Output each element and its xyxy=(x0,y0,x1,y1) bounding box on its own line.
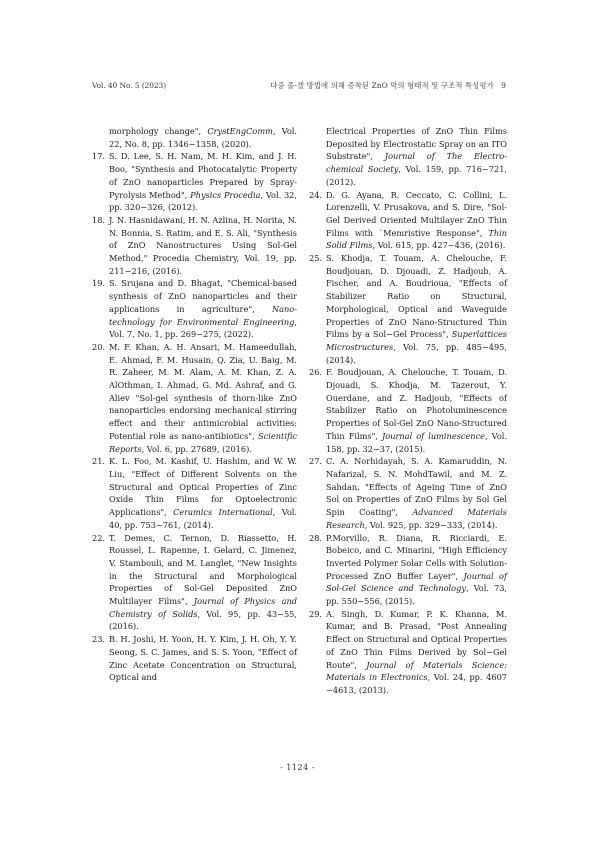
reference-item xyxy=(92,341,297,455)
reference-item xyxy=(309,125,507,189)
reference-text: F. Boudjouan, A. Chelouche, T. Touam, D. Djouadi, S. Khodja, M. Tazerout, Y. Ouerdane, and Z. Hadjoub, "Effects of Stabilizer Ratio on Photoluminescence Properties of Sol-Gel ZnO Nano-Structured Thin Films", xyxy=(326,367,507,441)
reference-text: C. A. Norhidayah, S. A. Kamaruddin, N. Nafarizal, S. N. MohdTawil, and M. Z. Sahdan, "Effects of Ageing Time of ZnO Sol on Properties of ZnO Films by Sol Gel Spin Coating", xyxy=(326,456,507,518)
reference-item xyxy=(309,252,507,366)
reference-item xyxy=(92,455,297,531)
reference-text: S. D. Lee, S. H. Nam, M. H. Kim, and J. H. Boo, "Synthesis and Photocatalytic Property of ZnO nanoparticles Prepared by Spray-Pyrolysis Method", xyxy=(109,151,297,200)
reference-details: , Vol. 95, pp. 43−55, (2016). xyxy=(109,608,297,632)
reference-item xyxy=(309,366,507,455)
reference-text: P.Morvillo, R. Diana, R. Ricciardi, E. Bobeico, and C. Minarini, "High Efficiency Inverted Polymer Solar Cells with Solution-Processed ZnO Buffer Layer", xyxy=(326,532,507,581)
reference-number: 27. xyxy=(309,456,323,467)
reference-venue: Advanced Materials Research xyxy=(326,507,507,530)
reference-item xyxy=(92,277,297,341)
reference-details: , Vol. 159, pp. 716−721, (2012). xyxy=(326,164,508,187)
reference-venue: Journal of Materials Science: Materials in Electronics xyxy=(326,659,507,683)
running-title-and-page xyxy=(270,81,506,91)
reference-number: 22. xyxy=(92,532,106,543)
reference-text: B. H. Joshi, H. Yoon, H. Y. Kim, J. H. Oh, Y. Y. Seong, S. C. James, and S. S. Yoon, "Effect of Zinc Acetate Concentration on Structural, Optical and xyxy=(109,634,297,683)
reference-details: , Vol. 75, pp. 485−495, (2014). xyxy=(326,341,507,365)
reference-number: 23. xyxy=(92,634,106,645)
reference-number: 26. xyxy=(309,367,323,378)
journal-volume: Vol. 40 No. 5 (2023) xyxy=(92,81,167,90)
reference-venue: Superlattices Microstructures xyxy=(326,329,507,352)
reference-details: , Vol. 615, pp. 427−436, (2016). xyxy=(372,240,506,251)
reference-venue: Physics Procedia xyxy=(190,189,261,200)
reference-details: , Vol. 6, pp. 27689, (2016). xyxy=(141,443,252,454)
reference-venue: Ceramics International xyxy=(173,507,273,518)
reference-venue: Journal of The Electro-chemical Society xyxy=(326,151,507,175)
reference-venue: Thin Solid Films xyxy=(326,227,507,251)
reference-item xyxy=(92,532,297,634)
reference-venue: Nano-technology for Environmental Engineering xyxy=(109,303,297,327)
reference-details: , Vol. 40, pp. 753−761, (2014). xyxy=(109,507,298,530)
reference-number: 17. xyxy=(92,151,106,162)
reference-venue: Journal of Physics and Chemistry of Solids xyxy=(109,596,297,619)
reference-number: 29. xyxy=(309,608,323,619)
reference-venue: CrystEngComm xyxy=(207,126,273,136)
reference-number: 24. xyxy=(309,189,323,200)
reference-venue: Journal of Sol-Gel Science and Technology xyxy=(326,570,508,594)
reference-venue: Scientific Reports xyxy=(109,430,297,454)
references-right-column xyxy=(309,125,507,697)
reference-text: A. Singh, D. Kumar, P. K. Khanna, M. Kumar, and B. Prasad, "Post Annealing Effect on Structural and Optical Properties of ZnO Thin Films Derived by Sol−Gel Route", xyxy=(326,608,507,670)
references-left-column xyxy=(92,125,297,684)
reference-details: , Vol. 925, pp. 329−333, (2014). xyxy=(364,519,498,530)
reference-item xyxy=(92,150,297,214)
reference-venue: Journal of luminescence xyxy=(382,430,486,441)
reference-details: , Vol. 32, pp. 320−326, (2012). xyxy=(109,189,297,213)
reference-item xyxy=(309,532,507,608)
header-page-number: 9 xyxy=(501,81,506,90)
reference-number: 28. xyxy=(309,532,323,543)
page-footer-number: - 1124 - xyxy=(280,763,315,772)
running-header xyxy=(92,81,506,95)
reference-item xyxy=(92,633,297,684)
reference-text: S. Srujana and D. Bhagat, "Chemical-based synthesis of ZnO nanoparticles and their applications in agriculture", xyxy=(109,278,297,314)
reference-number: 25. xyxy=(309,253,323,264)
reference-number: 19. xyxy=(92,278,106,289)
reference-text: D. G. Ayana, R. Ceccato, C. Collini, L. Lorenzelli, V. Prusakova, and S. Dire, "Sol-Gel Derived Oriented Multilayer ZnO Thin Films with `Memristive Response", xyxy=(326,189,507,238)
reference-details: , Vol. 24, pp. 4607 −4613, (2013). xyxy=(326,672,507,695)
reference-text: J. N. Hasnidawani, H. N. Azlina, H. Norita, N. N. Bonnia, S. Ratim, and E. S. Ali, "Synthesis of ZnO Nanostructures Using Sol-Gel Method," Procedia Chemistry, Vol. 19, pp. 211−216, (2016). xyxy=(109,214,297,276)
reference-item xyxy=(309,455,507,531)
reference-details: , Vol. 73, pp. 550−556, (2015). xyxy=(326,583,508,607)
reference-text: morphology change", xyxy=(109,126,208,136)
reference-details: , Vol. 7, No. 1, pp. 269−275, (2022). xyxy=(109,316,297,340)
reference-text: M. F. Khan, A. H. Ansari, M. Hameedullah, E. Ahmad, F. M. Husain, Q. Zia, U. Baig, M. R. Zaheer, M. M. Alam, A. M. Khan, Z. A. AlOthman, I. Ahmad, G. Md. Ashraf, and G. Aliev "Sol-gel synthesis of thorn-like ZnO nanoparticles endorsing mechanical stirring effect and their antimicrobial activities: Potential role as nano-antibiotics", xyxy=(109,341,297,441)
reference-details: , Vol. 22, No. 8, pp. 1346−1358, (2020). xyxy=(109,126,297,149)
reference-text: S. Khodja, T. Touam, A. Chelouche, F. Boudjouan, D. Djouadi, Z. Hadjoub, A. Fischer, and A. Boudrioua, "Effects of Stabilizer Ratio on Structural, Morphological, Optical and Waveguide Properties of ZnO Nano-Structured Thin Films by a Sol−Gel Process", xyxy=(326,253,507,340)
reference-text: Electrical Properties of ZnO Thin Films Deposited by Electrostatic Spray on an ITO Substrate", xyxy=(326,126,507,162)
running-title: 다중 졸-겔 방법에 의해 증착된 ZnO 막의 형태적 및 구조적 특성평가 xyxy=(270,81,494,90)
reference-item xyxy=(309,608,507,697)
reference-number: 21. xyxy=(92,456,106,467)
reference-details: , Vol. 158, pp. 32−37, (2015). xyxy=(326,430,507,454)
reference-number: 20. xyxy=(92,341,106,352)
reference-text: T. Demes, C. Ternon, D. Riassetto, H. Roussel, L. Rapenne, I. Gelard, C. Jimenez, V. Stambouli, and M. Langlet, "New Insights in the Structural and Morphological Properties of Sol-Gel Deposited ZnO Multilayer Films", xyxy=(109,532,297,607)
reference-item xyxy=(309,189,507,253)
reference-item xyxy=(92,125,297,150)
reference-number: 18. xyxy=(92,214,106,225)
reference-text: K. L. Foo, M. Kashif, U. Hashim, and W. W. Liu, "Effect of Different Solvents on the Structural and Optical Properties of Zinc Oxide Thin Films for Optoelectronic Applications", xyxy=(109,456,297,518)
reference-item xyxy=(92,214,297,278)
